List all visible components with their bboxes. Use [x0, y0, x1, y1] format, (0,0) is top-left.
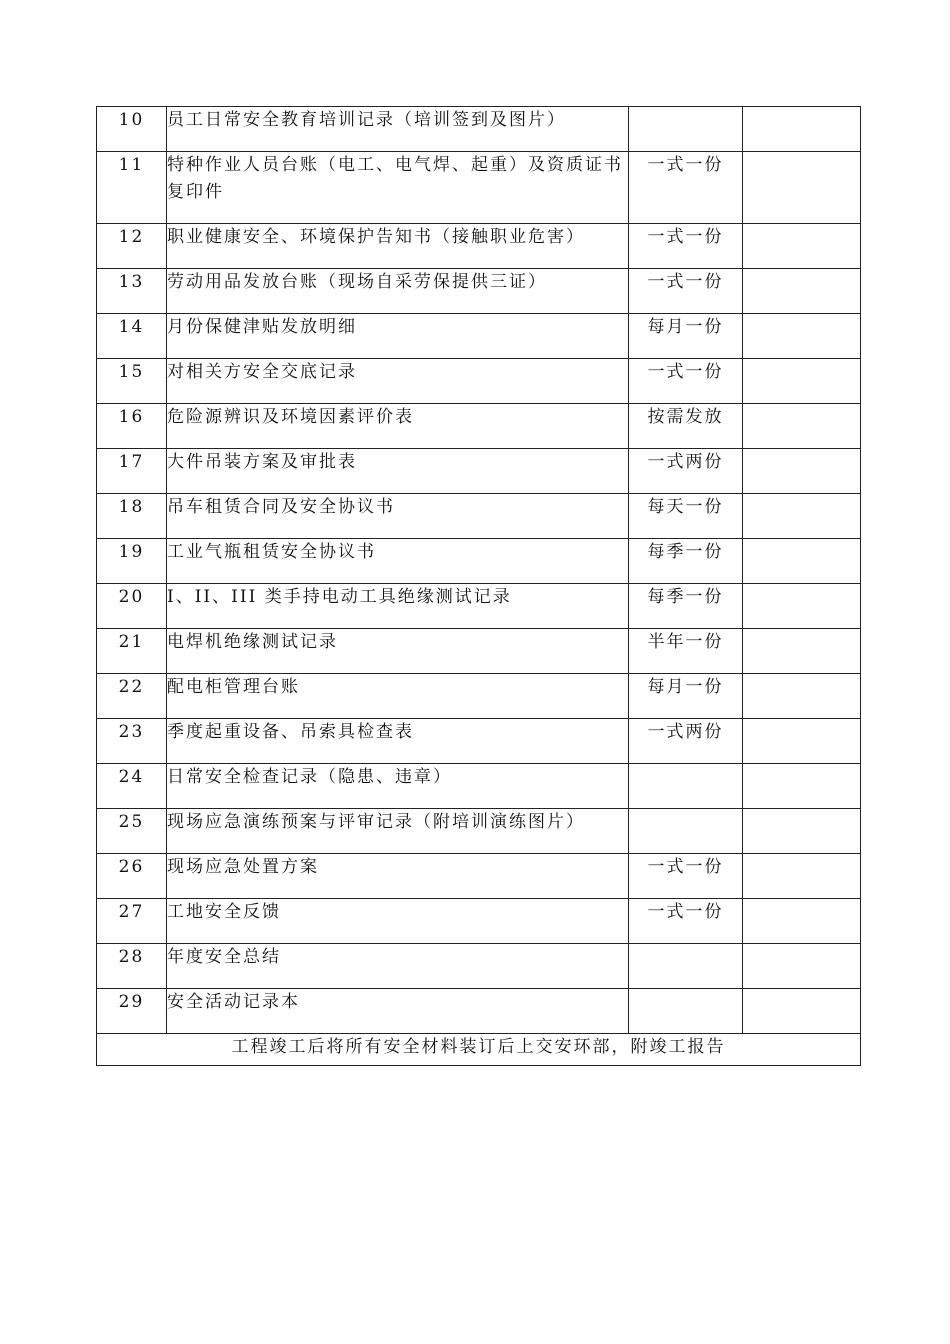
table-row — [97, 224, 861, 269]
row-number: 23 — [97, 719, 167, 764]
row-quantity: 一式一份 — [629, 899, 743, 944]
row-number: 12 — [97, 224, 167, 269]
row-remark — [743, 629, 861, 674]
row-remark — [743, 224, 861, 269]
row-remark — [743, 584, 861, 629]
row-item-name: 对相关方安全交底记录 — [167, 359, 629, 404]
row-remark — [743, 269, 861, 314]
row-number: 29 — [97, 989, 167, 1034]
table-row — [97, 269, 861, 314]
row-remark — [743, 404, 861, 449]
row-number: 24 — [97, 764, 167, 809]
table-row — [97, 944, 861, 989]
row-number: 21 — [97, 629, 167, 674]
row-quantity: 一式一份 — [629, 854, 743, 899]
table-row — [97, 629, 861, 674]
row-remark — [743, 539, 861, 584]
table-row — [97, 809, 861, 854]
row-remark — [743, 494, 861, 539]
row-item-name: 职业健康安全、环境保护告知书（接触职业危害） — [167, 224, 629, 269]
row-quantity: 一式一份 — [629, 269, 743, 314]
table-row — [97, 314, 861, 359]
row-item-name: I、II、III 类手持电动工具绝缘测试记录 — [167, 584, 629, 629]
row-item-name: 危险源辨识及环境因素评价表 — [167, 404, 629, 449]
row-remark — [743, 152, 861, 224]
row-quantity: 一式两份 — [629, 719, 743, 764]
table-row — [97, 359, 861, 404]
row-number: 18 — [97, 494, 167, 539]
row-number: 15 — [97, 359, 167, 404]
row-quantity: 一式一份 — [629, 152, 743, 224]
table-row — [97, 107, 861, 152]
row-number: 16 — [97, 404, 167, 449]
table-row — [97, 404, 861, 449]
row-number: 20 — [97, 584, 167, 629]
table-row — [97, 152, 861, 224]
row-quantity: 每季一份 — [629, 539, 743, 584]
row-quantity: 每月一份 — [629, 314, 743, 359]
row-number: 10 — [97, 107, 167, 152]
row-number: 28 — [97, 944, 167, 989]
row-number: 19 — [97, 539, 167, 584]
row-remark — [743, 449, 861, 494]
row-item-name: 劳动用品发放台账（现场自采劳保提供三证） — [167, 269, 629, 314]
row-quantity: 每月一份 — [629, 674, 743, 719]
row-remark — [743, 989, 861, 1034]
row-item-name: 年度安全总结 — [167, 944, 629, 989]
row-item-name: 现场应急处置方案 — [167, 854, 629, 899]
row-item-name: 季度起重设备、吊索具检查表 — [167, 719, 629, 764]
row-remark — [743, 314, 861, 359]
row-remark — [743, 107, 861, 152]
row-number: 22 — [97, 674, 167, 719]
row-item-name: 工业气瓶租赁安全协议书 — [167, 539, 629, 584]
footer-row — [97, 1034, 861, 1066]
row-item-name: 日常安全检查记录（隐患、违章） — [167, 764, 629, 809]
row-quantity — [629, 107, 743, 152]
table-row — [97, 899, 861, 944]
row-number: 14 — [97, 314, 167, 359]
row-quantity — [629, 989, 743, 1034]
row-item-name: 员工日常安全教育培训记录（培训签到及图片） — [167, 107, 629, 152]
row-item-name: 现场应急演练预案与评审记录（附培训演练图片） — [167, 809, 629, 854]
row-item-name: 特种作业人员台账（电工、电气焊、起重）及资质证书复印件 — [167, 152, 629, 224]
row-remark — [743, 764, 861, 809]
table-row — [97, 449, 861, 494]
table-row — [97, 989, 861, 1034]
row-remark — [743, 674, 861, 719]
row-quantity: 每天一份 — [629, 494, 743, 539]
row-item-name: 大件吊装方案及审批表 — [167, 449, 629, 494]
row-quantity: 按需发放 — [629, 404, 743, 449]
row-quantity: 一式两份 — [629, 449, 743, 494]
row-quantity: 半年一份 — [629, 629, 743, 674]
table-row — [97, 494, 861, 539]
row-number: 17 — [97, 449, 167, 494]
row-remark — [743, 944, 861, 989]
row-remark — [743, 809, 861, 854]
row-item-name: 吊车租赁合同及安全协议书 — [167, 494, 629, 539]
row-quantity — [629, 944, 743, 989]
row-number: 25 — [97, 809, 167, 854]
row-remark — [743, 854, 861, 899]
table-row — [97, 539, 861, 584]
row-remark — [743, 719, 861, 764]
row-quantity: 一式一份 — [629, 224, 743, 269]
row-quantity — [629, 809, 743, 854]
table-row — [97, 584, 861, 629]
row-quantity: 每季一份 — [629, 584, 743, 629]
table-row — [97, 854, 861, 899]
row-remark — [743, 359, 861, 404]
row-item-name: 安全活动记录本 — [167, 989, 629, 1034]
row-number: 26 — [97, 854, 167, 899]
row-number: 13 — [97, 269, 167, 314]
table-row — [97, 719, 861, 764]
row-number: 11 — [97, 152, 167, 224]
row-item-name: 工地安全反馈 — [167, 899, 629, 944]
document-table — [96, 106, 861, 1066]
row-number: 27 — [97, 899, 167, 944]
table-row — [97, 674, 861, 719]
table-row — [97, 764, 861, 809]
row-item-name: 配电柜管理台账 — [167, 674, 629, 719]
row-item-name: 电焊机绝缘测试记录 — [167, 629, 629, 674]
row-quantity — [629, 764, 743, 809]
footer-note: 工程竣工后将所有安全材料装订后上交安环部，附竣工报告 — [97, 1034, 861, 1066]
row-remark — [743, 899, 861, 944]
row-item-name: 月份保健津贴发放明细 — [167, 314, 629, 359]
row-quantity: 一式一份 — [629, 359, 743, 404]
